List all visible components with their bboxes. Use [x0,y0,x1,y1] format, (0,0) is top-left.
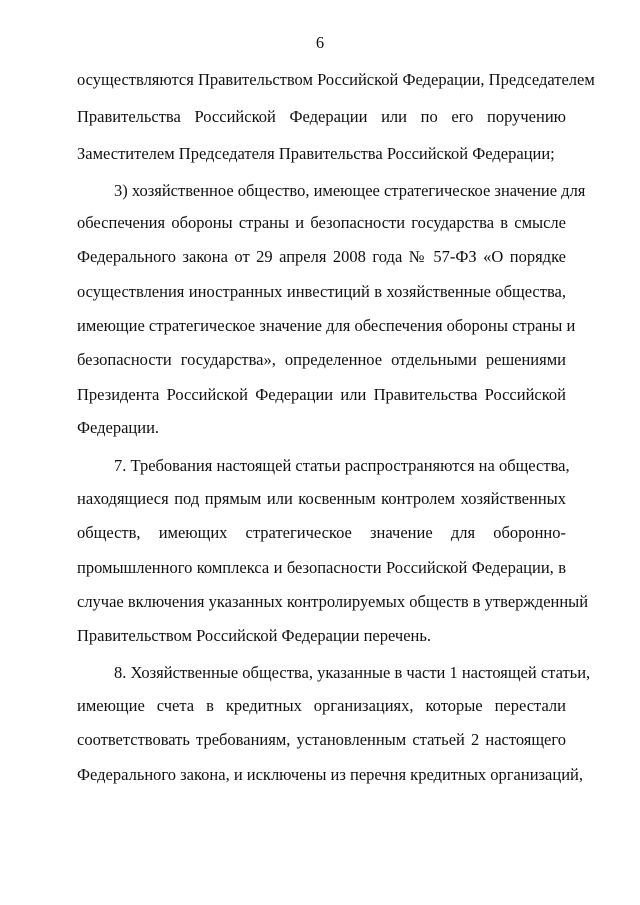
text-line: случае включения указанных контролируемых обществ в утвержденный [77,592,589,611]
text-line: обществ, имеющих стратегическое значение для оборонно- [77,523,566,542]
page-number: 6 [315,33,325,52]
text-line: Правительством Российской Федерации перечень. [77,626,432,645]
text-line: безопасности государства», определенное отдельными решениями [77,350,566,369]
text-line: осуществляются Правительством Российской Федерации, Председателем [77,70,595,89]
text-line: промышленного комплекса и безопасности Российской Федерации, в [77,558,566,577]
text-line: Федерального закона, и исключены из перечня кредитных организаций, [77,765,583,784]
text-line: находящиеся под прямым или косвенным контролем хозяйственных [77,489,566,508]
text-line: имеющие счета в кредитных организациях, которые перестали [77,696,566,715]
text-line: 3) хозяйственное общество, имеющее стратегическое значение для [114,181,586,200]
text-line: Президента Российской Федерации или Правительства Российской [77,385,566,404]
text-line: осуществления иностранных инвестиций в хозяйственные общества, [77,282,566,301]
text-line: имеющие стратегическое значение для обеспечения обороны страны и [77,316,576,335]
text-line: Заместителем Председателя Правительства Российской Федерации; [77,144,555,163]
text-line: Правительства Российской Федерации или по его поручению [77,107,566,126]
text-line: соответствовать требованиям, установленным статьей 2 настоящего [77,730,566,749]
text-line: Федерального закона от 29 апреля 2008 года № 57-ФЗ «О порядке [77,247,566,266]
text-line: обеспечения обороны страны и безопасности государства в смысле [77,213,566,232]
text-line: Федерации. [77,418,160,437]
text-line: 8. Хозяйственные общества, указанные в части 1 настоящей статьи, [114,663,591,682]
text-line: 7. Требования настоящей статьи распространяются на общества, [114,456,570,475]
